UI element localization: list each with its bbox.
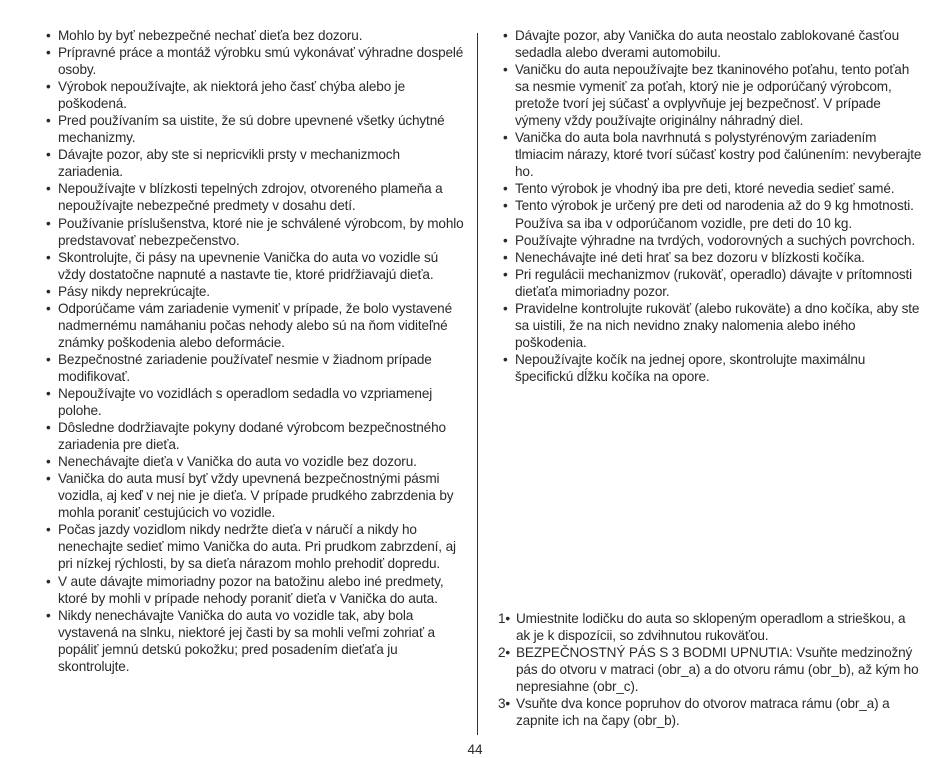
step-item xyxy=(498,644,923,695)
warning-list-left xyxy=(46,27,466,675)
list-item: • Vanička do auta musí byť vždy upevnená bezpečnostnými pásmi vozidla, aj keď v nej nie je dieťa. V prípade prudkého zabrzdenia by mohla poraniť cestujúcich vo vozidle. xyxy=(46,470,466,521)
list-item: • V aute dávajte mimoriadny pozor na batožinu alebo iné predmety, ktoré by mohli v prípade nehody poraniť dieťa v Vanička do auta. xyxy=(46,573,466,607)
step-text: Vsuňte dva konce popruhov do otvorov matraca rámu (obr_a) a zapnite ich na čapy (obr_b). xyxy=(516,696,890,729)
list-item: • Nenechávajte dieťa v Vanička do auta vo vozidle bez dozoru. xyxy=(46,453,466,470)
list-item: • Pred používaním sa uistite, že sú dobre upevnené všetky úchytné mechanizmy. xyxy=(46,112,466,146)
step-number: 2• xyxy=(498,645,511,661)
list-item: • Mohlo by byť nebezpečné nechať dieťa bez dozoru. xyxy=(46,27,466,44)
list-item: • Prípravné práce a montáž výrobku smú vykonávať výhradne dospelé osoby. xyxy=(46,44,466,78)
list-item: • Vaničku do auta nepoužívajte bez tkaninového poťahu, tento poťah sa nesmie vymeniť za poťah, ktorý nie je odporúčaný výrobcom, pretože tvorí jej súčasť a ovplyvňuje jej bezpečnosť. V prípade výmeny vždy používajte originálny náhradný diel. xyxy=(503,61,923,129)
step-item xyxy=(498,610,923,644)
installation-steps xyxy=(498,610,923,729)
list-item: • Počas jazdy vozidlom nikdy nedržte dieťa v náručí a nikdy ho nenechajte sedieť mimo Vanička do auta. Pri prudkom zabrzdení, aj pri nízkej rýchlosti, by sa dieťa nárazom mohlo prehodiť dopredu. xyxy=(46,521,466,572)
step-item xyxy=(498,695,923,729)
list-item: • Vanička do auta bola navrhnutá s polystyrénovým zariadením tlmiacim nárazy, ktoré tvorí súčasť kostry pod čalúnením: nevyberajte ho. xyxy=(503,129,923,180)
list-item: • Pásy nikdy neprekrúcajte. xyxy=(46,283,466,300)
list-item: • Dávajte pozor, aby Vanička do auta neostalo zablokované časťou sedadla alebo dverami automobilu. xyxy=(503,27,923,61)
step-text: BEZPEČNOSTNÝ PÁS S 3 BODMI UPNUTIA: Vsuňte medzinožný pás do otvoru v matraci (obr_a) a do otvoru rámu (obr_b), až kým ho nepresiahne (obr_c). xyxy=(516,645,919,695)
list-item: • Tento výrobok je určený pre deti od narodenia až do 9 kg hmotnosti. Používa sa iba v odporúčanom vozidle, pre deti do 10 kg. xyxy=(503,197,923,231)
right-column xyxy=(503,27,923,385)
list-item: • Odporúčame vám zariadenie vymeniť v prípade, že bolo vystavené nadmernému namáhaniu počas nehody alebo sú na ňom viditeľné známky poškodenia alebo deformácie. xyxy=(46,300,466,351)
list-item: • Nenechávajte iné deti hrať sa bez dozoru v blízkosti kočíka. xyxy=(503,249,923,266)
page-number: 44 xyxy=(467,742,483,757)
warning-list-right xyxy=(503,27,923,385)
steps-list xyxy=(498,610,923,729)
list-item: • Tento výrobok je vhodný iba pre deti, ktoré nevedia sedieť samé. xyxy=(503,180,923,197)
list-item: • Dôsledne dodržiavajte pokyny dodané výrobcom bezpečnostného zariadenia pre dieťa. xyxy=(46,419,466,453)
list-item: • Nepoužívajte vo vozidlách s operadlom sedadla vo vzpriamenej polohe. xyxy=(46,385,466,419)
list-item: • Pravidelne kontrolujte rukoväť (alebo rukoväte) a dno kočíka, aby ste sa uistili, že na nich nevidno znaky nalomenia alebo iného poškodenia. xyxy=(503,300,923,351)
list-item: • Bezpečnostné zariadenie používateľ nesmie v žiadnom prípade modifikovať. xyxy=(46,351,466,385)
left-column xyxy=(46,27,466,675)
step-text: Umiestnite lodičku do auta so sklopeným operadlom a strieškou, a ak je k dispozícii, so zdvihnutou rukoväťou. xyxy=(516,611,906,644)
list-item: • Nepoužívajte v blízkosti tepelných zdrojov, otvoreného plameňa a nepoužívajte nebezpečné predmety v dosahu detí. xyxy=(46,180,466,214)
list-item: • Používajte výhradne na tvrdých, vodorovných a suchých povrchoch. xyxy=(503,232,923,249)
column-divider xyxy=(477,33,478,735)
list-item: • Dávajte pozor, aby ste si nepricvikli prsty v mechanizmoch zariadenia. xyxy=(46,146,466,180)
step-number: 3• xyxy=(498,696,511,712)
list-item: • Výrobok nepoužívajte, ak niektorá jeho časť chýba alebo je poškodená. xyxy=(46,78,466,112)
list-item: • Používanie príslušenstva, ktoré nie je schválené výrobcom, by mohlo predstavovať nebezpečenstvo. xyxy=(46,215,466,249)
list-item: • Pri regulácii mechanizmov (rukoväť, operadlo) dávajte v prítomnosti dieťaťa mimoriadny pozor. xyxy=(503,266,923,300)
list-item: • Nepoužívajte kočík na jednej opore, skontrolujte maximálnu špecifickú dĺžku kočíka na opore. xyxy=(503,351,923,385)
list-item: • Nikdy nenechávajte Vanička do auta vo vozidle tak, aby bola vystavená na slnku, niektoré jej časti by sa mohli veľmi zohriať a popáliť jemnú detskú pokožku; pred posadením dieťaťa ju skontrolujte. xyxy=(46,607,466,675)
step-number: 1• xyxy=(498,611,511,626)
list-item: • Skontrolujte, či pásy na upevnenie Vanička do auta vo vozidle sú vždy dostatočne napnuté a nastavte tie, ktoré pridŕžiavajú dieťa. xyxy=(46,249,466,283)
